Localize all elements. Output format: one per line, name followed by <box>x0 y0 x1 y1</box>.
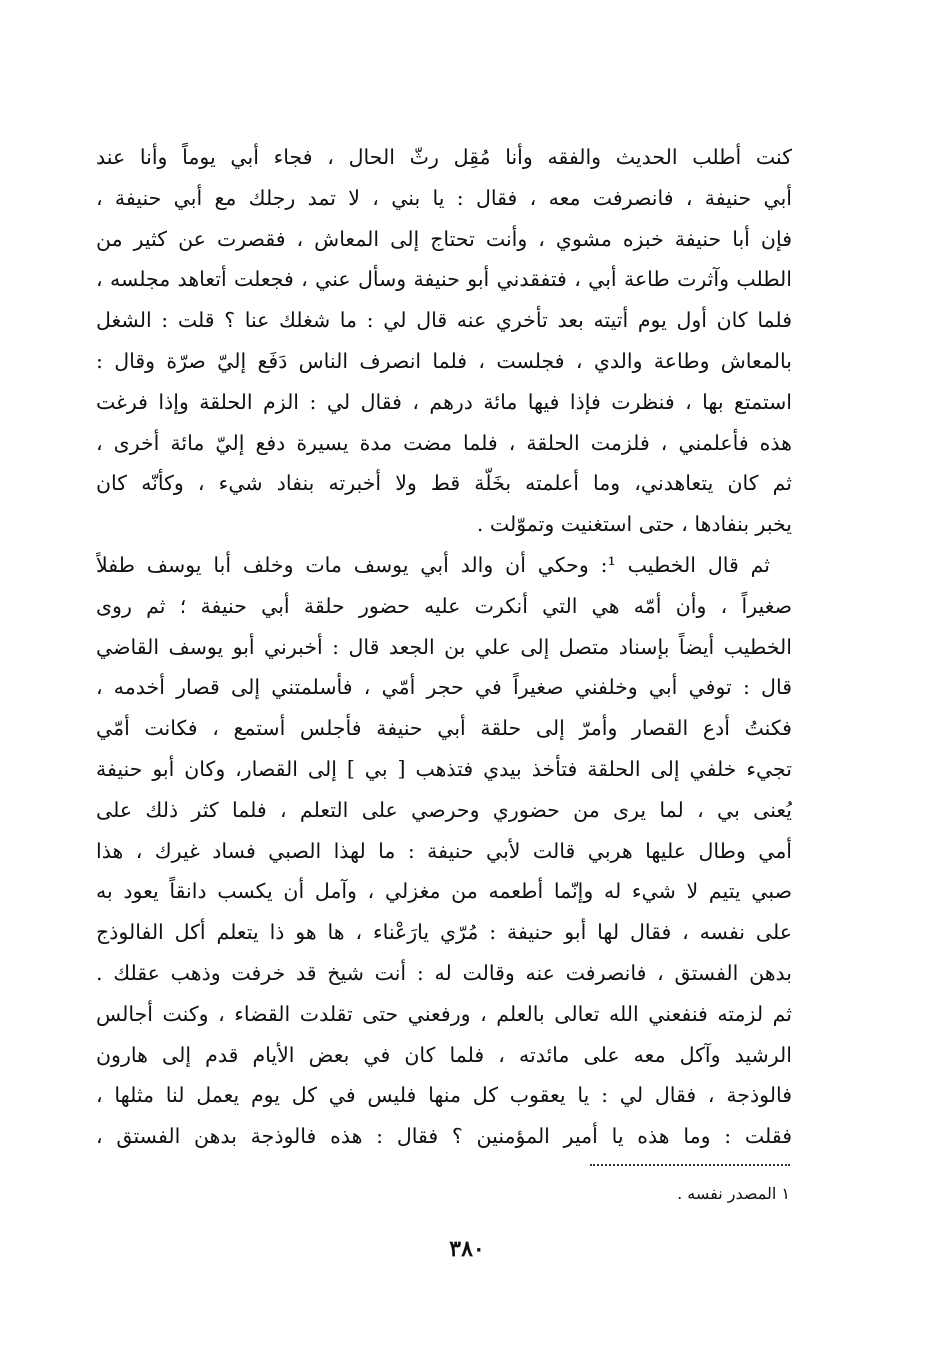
text-line: فلما كان أول يوم أتيته بعد تأخري عنه قال لي : ما شغلك عنا ؟ قلت : الشغل <box>96 308 792 333</box>
text-line: بالمعاش وطاعة والدي ، فجلست ، فلما انصرف الناس دَفَع إليّ صرّة وقال : <box>96 348 792 373</box>
text-line: أبي حنيفة ، فانصرفت معه ، فقال : يا بني ، لا تمد رجلك مع أبي حنيفة ، <box>96 185 792 210</box>
text-line: الرشيد وآكل معه على مائدته ، فلما كان في بعض الأيام قدم إلى هارون <box>96 1042 792 1067</box>
footnote-divider <box>590 1164 790 1166</box>
text-line: صغيراً ، وأن أمّه هي التي أنكرت عليه حضور حلقة أبي حنيفة ؛ ثم روى <box>96 593 792 618</box>
page-number: ٣٨٠ <box>449 1236 485 1262</box>
text-line: كنت أطلب الحديث والفقه وأنا مُقِل رثّ الحال ، فجاء أبي يوماً وأنا عند <box>96 145 792 169</box>
text-line: ثم لزمته فنفعني الله تعالى بالعلم ، ورفعني حتى تقلدت القضاء ، وكنت أجالس <box>96 1001 792 1026</box>
text-line: استمتع بها ، فنظرت فإذا فيها مائة درهم ، فقال لي : الزم الحلقة وإذا فرغت <box>96 389 792 414</box>
text-line: أمي وطال عليها هربي قالت لأبي حنيفة : ما لهذا الصبي فساد غيرك ، هذا <box>96 838 792 863</box>
main-text <box>96 137 792 1157</box>
text-line: صبي يتيم لا شيء له وإنّما أطعمه من مغزلي ، وآمل أن يكسب دانقاً يعود به <box>96 879 792 904</box>
text-line: تجيء خلفي إلى الحلقة فتأخذ بيدي فتذهب [ بي ] إلى القصار، وكان أبو حنيفة <box>96 756 792 781</box>
text-line: على نفسه ، فقال لها أبو حنيفة : مُرّي يارَعْناء ، ها هو ذا يتعلم أكل الفالوذج <box>96 920 792 945</box>
text-line: ثم كان يتعاهدني، وما أعلمته بخَلّة قط ولا أخبرته بنفاد شيء ، وكأنّه كان <box>96 471 792 496</box>
text-line: ثم قال الخطيب ¹: وحكي أن والد أبي يوسف مات وخلف أبا يوسف طفلاً <box>96 552 770 577</box>
text-line: فكنتُ أدع القصار وأمرّ إلى حلقة أبي حنيفة فأجلس أستمع ، فكانت أمّي <box>96 716 792 741</box>
text-line: قال : توفي أبي وخلفني صغيراً في حجر أمّي ، فأسلمتني إلى قصار أخدمه ، <box>96 675 792 700</box>
text-line: فقلت : وما هذه يا أمير المؤمنين ؟ فقال : هذه فالوذجة بدهن الفستق ، <box>96 1124 792 1149</box>
footnote: ١ المصدر نفسه . <box>677 1184 790 1203</box>
text-line: بدهن الفستق ، فانصرفت عنه وقالت له : أنت شيخ قد خرفت وذهب عقلك . <box>96 960 792 985</box>
text-line: الطلب وآثرت طاعة أبي ، فتفقدني أبو حنيفة وسأل عني ، فجعلت أتعاهد مجلسه ، <box>96 267 792 292</box>
text-line: فإن أبا حنيفة خبزه مشوي ، وأنت تحتاج إلى المعاش ، فقصرت عن كثير من <box>96 226 792 251</box>
text-line: يُعنى بي ، لما يرى من حضوري وحرصي على التعلم ، فلما كثر ذلك على <box>96 797 792 822</box>
text-line: هذه فأعلمني ، فلزمت الحلقة ، فلما مضت مدة يسيرة دفع إليّ مائة أخرى ، <box>96 430 792 455</box>
text-line: فالوذجة ، فقال لي : يا يعقوب كل منها فليس في كل يوم يعمل لنا مثلها ، <box>96 1083 792 1108</box>
text-line: يخبر بنفادها ، حتى استغنيت وتموّلت . <box>476 512 792 537</box>
text-line: الخطيب أيضاً بإسناد متصل إلى علي بن الجعد قال : أخبرني أبو يوسف القاضي <box>96 634 792 659</box>
